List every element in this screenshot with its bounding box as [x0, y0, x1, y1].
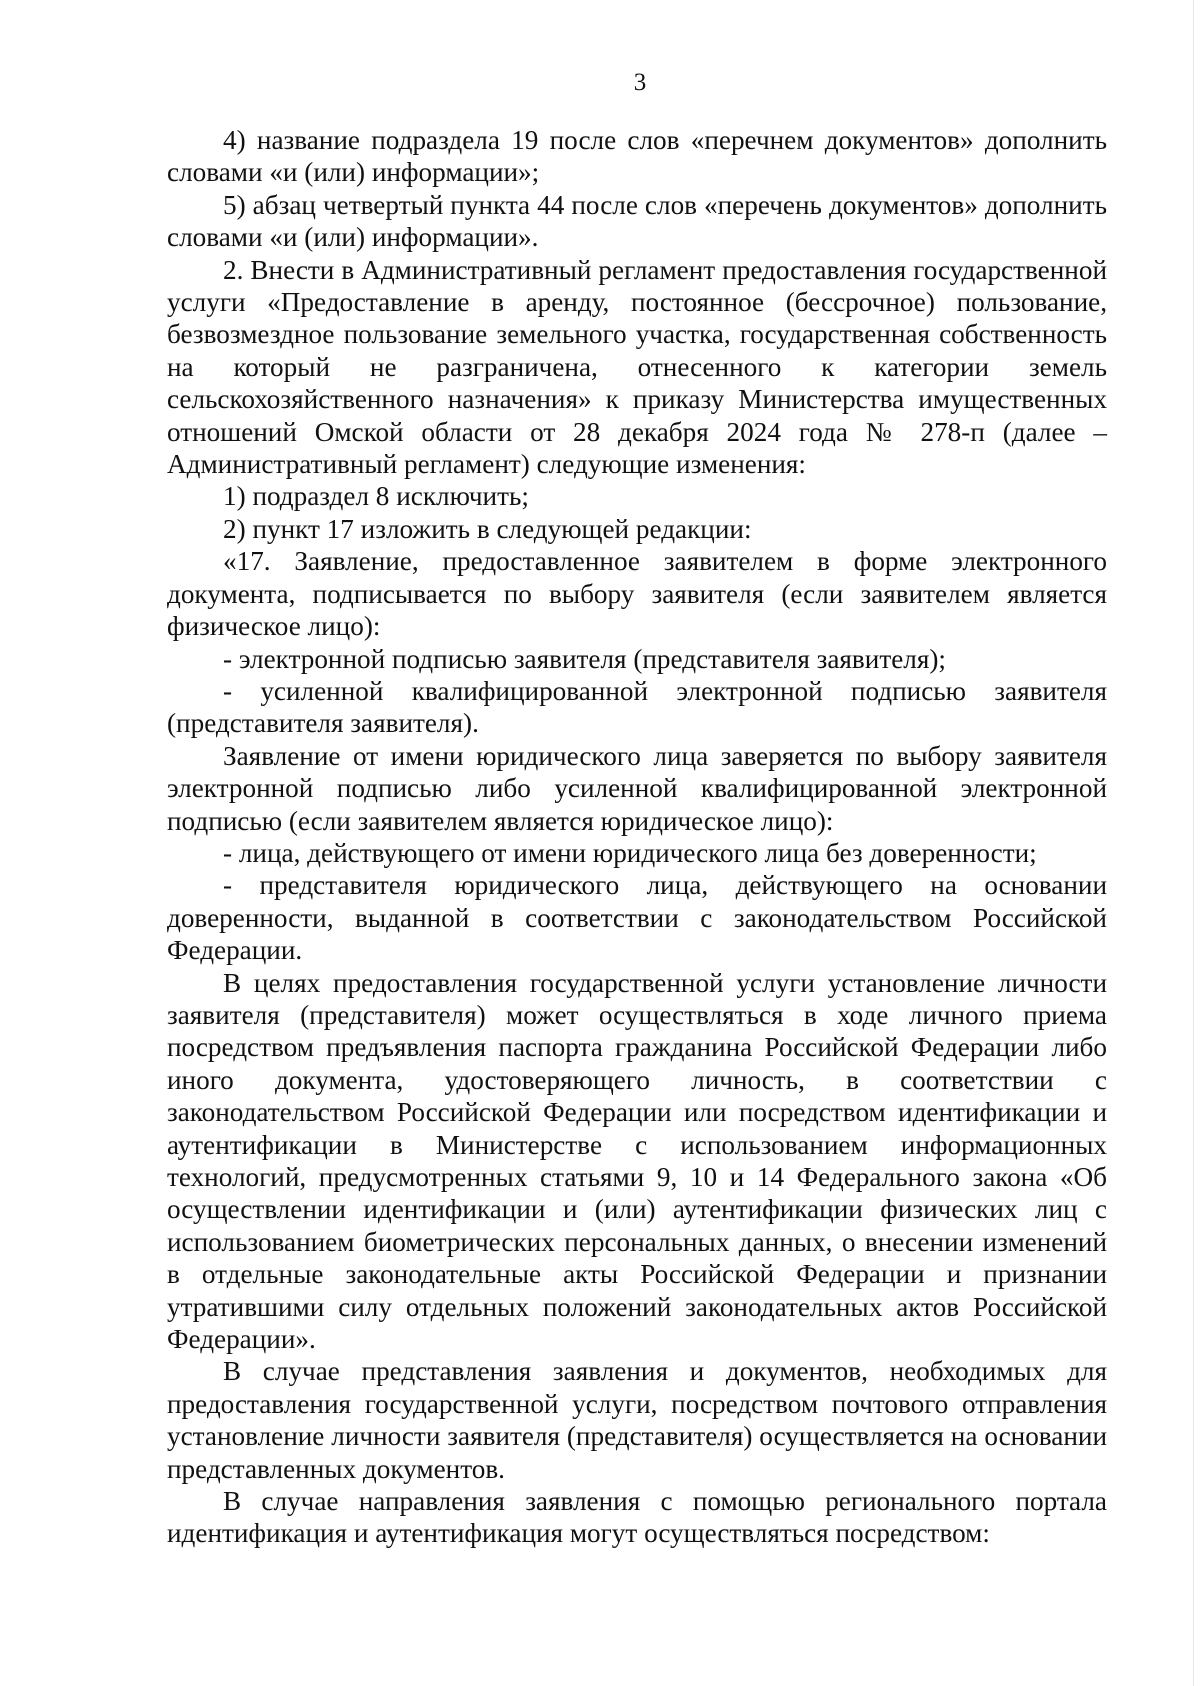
paragraph-identity-verification: В целях предоставления государственной услуги установление личности заявителя (представителя) может осуществляться в ходе личного приема посредством предъявления паспорта гражданина Российской Федерации либо иного документа, удостоверяющего личность, в соответствии с законодательством Российской Федерации или посредством идентификации и аутентификации в Министерстве с использованием информационных технологий, предусмотренных статьями 9, 10 и 14 Федерального закона «Об осуществлении идентификации и (или) аутентификации физических лиц с использованием биометрических персональных данных, о внесении изменений в отдельные законодательные акты Российской Федерации и признании утратившими силу отдельных положений законодательных актов Российской Федерации». — [167, 967, 1107, 1355]
document-body — [167, 124, 1107, 1550]
paragraph-legal-entity-application: Заявление от имени юридического лица заверяется по выбору заявителя электронной подписью либо усиленной квалифицированной электронной подписью (если заявителем является юридическое лицо): — [167, 740, 1107, 836]
paragraph-section-2: 2. Внести в Административный регламент предоставления государственной услуги «Предоставление в аренду, постоянное (бессрочное) пользование, безвозмездное пользование земельного участка, государственная собственность на который не разграничена, отнесенного к категории земель сельскохозяйственного назначения» к приказу Министерства имущественных отношений Омской области от 28 декабря 2024 года № 278-п (далее – Административный регламент) следующие изменения: — [167, 254, 1107, 480]
paragraph-postal-submission: В случае представления заявления и документов, необходимых для предоставления государственной услуги, посредством почтового отправления установление личности заявителя (представителя) осуществляется на основании представленных документов. — [167, 1356, 1107, 1484]
list-item-person-without-power-of-attorney: - лица, действующего от имени юридического лица без доверенности; — [223, 837, 1037, 868]
paragraph-subsection-1: 1) подраздел 8 исключить; — [223, 481, 529, 512]
scan-edge-line — [1193, 0, 1194, 1686]
list-item-qualified-signature: - усиленной квалифицированной электронной подписью заявителя (представителя заявителя). — [167, 675, 1107, 739]
paragraph-point-17: «17. Заявление, предоставленное заявителем в форме электронного документа, подписывается по выбору заявителя (если заявителем является физическое лицо): — [167, 546, 1107, 642]
paragraph-subsection-2: 2) пункт 17 изложить в следующей редакции: — [223, 513, 752, 544]
paragraph-item-5: 5) абзац четвертый пункта 44 после слов «перечень документов» дополнить словами «и (или) информации». — [167, 189, 1107, 253]
paragraph-item-4: 4) название подраздела 19 после слов «перечнем документов» дополнить словами «и (или) информации»; — [167, 125, 1107, 188]
list-item-electronic-signature: - электронной подписью заявителя (представителя заявителя); — [223, 643, 946, 674]
paragraph-regional-portal: В случае направления заявления с помощью регионального портала идентификация и аутентификация могут осуществляться посредством: — [167, 1486, 1107, 1549]
list-item-representative-with-power-of-attorney: - представителя юридического лица, действующего на основании доверенности, выданной в соответствии с законодательством Российской Федерации. — [167, 870, 1107, 966]
page-number: 3 — [633, 69, 647, 96]
